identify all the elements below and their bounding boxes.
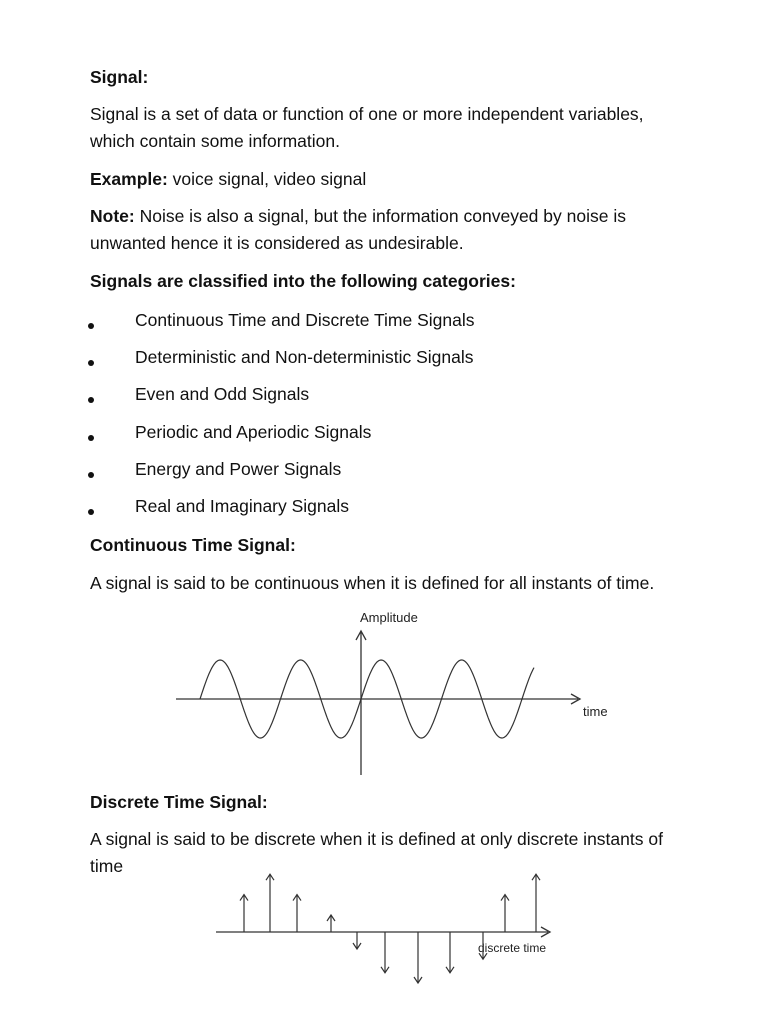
sample-arrow-icon [501,895,509,901]
sample-arrow-icon [479,953,487,959]
example-paragraph [90,166,366,193]
amplitude-axis-arrow-icon [356,631,366,640]
discrete-samples [240,874,540,983]
list-item: Energy and Power Signals [135,459,342,479]
bullet-icon [88,323,94,329]
note-label: Note: [90,206,135,226]
sample-arrow-icon [266,874,274,880]
list-item: Deterministic and Non-deterministic Signals [135,347,474,367]
note-text-line-2: unwanted hence it is considered as undesirable. [90,233,464,253]
note-paragraph [90,203,626,230]
continuous-text: A signal is said to be continuous when it is defined for all instants of time. [90,573,655,593]
sample-arrow-icon [293,895,301,901]
bullet-icon [88,360,94,366]
bullet-icon [88,509,94,515]
sample-arrow-icon [240,895,248,901]
signal-heading: Signal: [90,67,149,87]
example-text: voice signal, video signal [167,169,367,189]
example-label: Example: [90,169,168,189]
sample-arrow-icon [353,943,361,949]
list-item: Real and Imaginary Signals [135,496,350,516]
list-item: Even and Odd Signals [135,384,310,404]
list-item: Periodic and Aperiodic Signals [135,422,372,442]
sample-arrow-icon [532,874,540,880]
discrete-text-line-2: time [90,856,124,876]
discrete-axis-arrow-icon [541,927,550,937]
sample-arrow-icon [414,977,422,983]
bullet-icon [88,472,94,478]
sample-arrow-icon [327,915,335,921]
sample-arrow-icon [381,967,389,973]
discrete-text-line-1: A signal is said to be discrete when it is defined at only discrete instants of [90,829,663,849]
bullet-icon [88,397,94,403]
definition-line-2: which contain some information. [90,131,340,151]
sine-wave [200,660,534,738]
categories-heading: Signals are classified into the following categories: [90,271,516,291]
time-label: time [583,704,608,719]
sample-arrow-icon [446,967,454,973]
discrete-heading: Discrete Time Signal: [90,792,268,812]
bullet-icon [88,435,94,441]
amplitude-label: Amplitude [360,610,418,625]
discrete-time-label: discrete time [478,941,547,955]
list-item: Continuous Time and Discrete Time Signals [135,310,475,330]
time-axis-arrow-icon [571,694,580,704]
note-text-line-1: Noise is also a signal, but the information conveyed by noise is [134,206,626,226]
definition-line-1: Signal is a set of data or function of one or more independent variables, [90,104,644,124]
continuous-heading: Continuous Time Signal: [90,535,296,555]
